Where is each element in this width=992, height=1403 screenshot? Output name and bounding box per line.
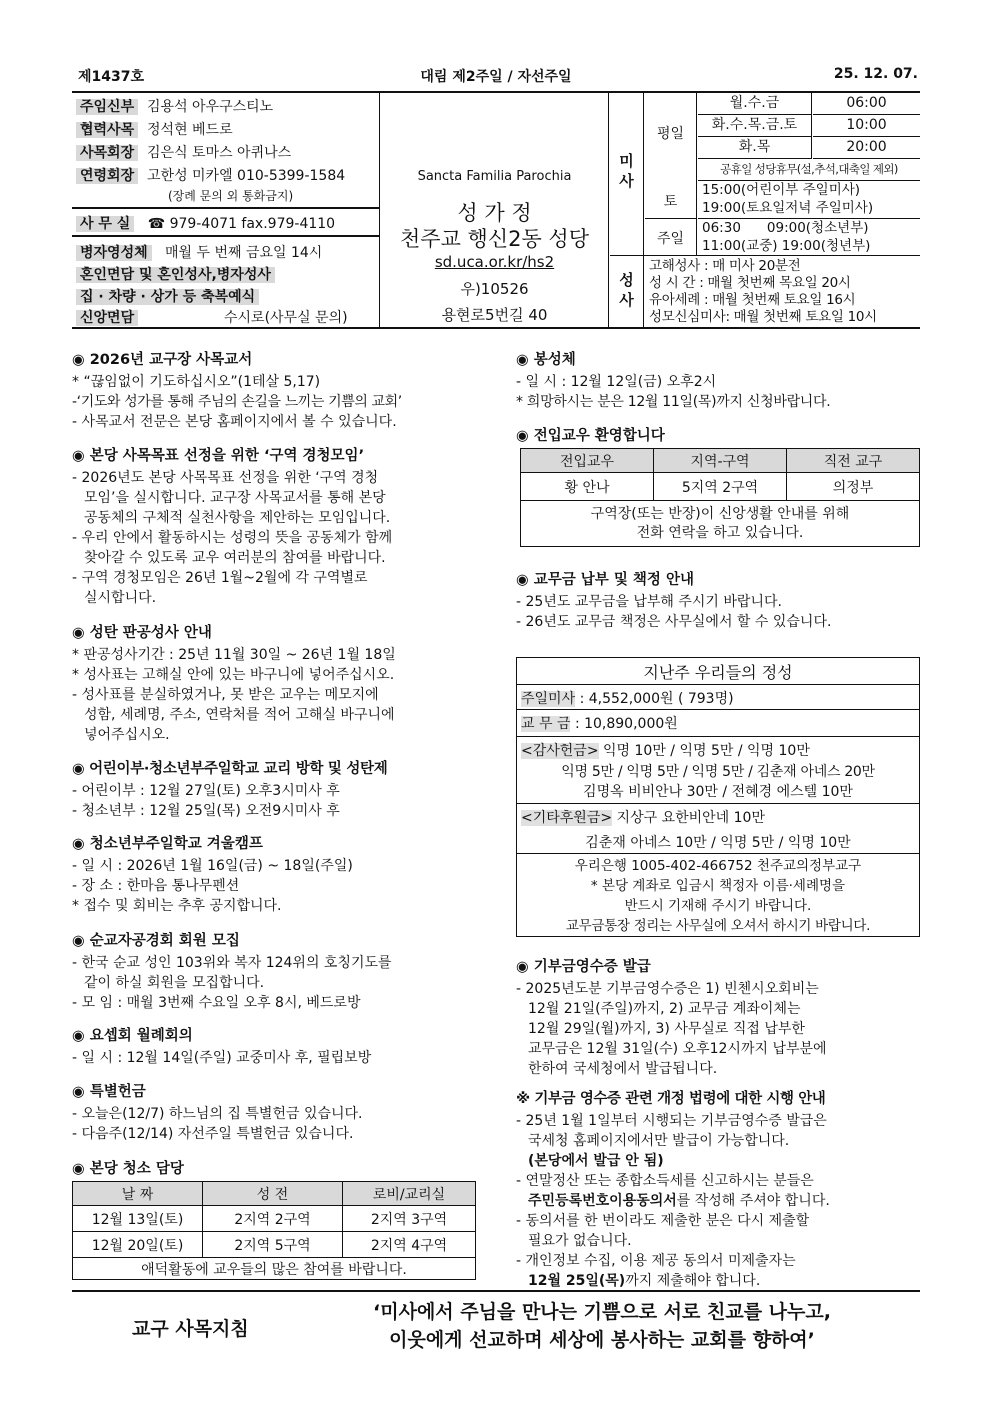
notice-line: 성함, 세례명, 주소, 연락처를 적어 고해실 바구니에	[84, 707, 395, 723]
col-lobby: 로비/교리실	[343, 1182, 476, 1206]
cell-sanctuary: 2지역 2구역	[203, 1206, 343, 1232]
sacrament-side-label: 성 사	[610, 256, 644, 327]
notice-donation-receipt	[516, 955, 920, 1079]
weekday-days-3: 화.목	[698, 137, 812, 159]
church-name: 천주교 행신2동 성당	[400, 227, 589, 251]
section-title: ◉ 교무금 납부 및 책정 안내	[516, 572, 694, 588]
notice-line: - 일 시 : 12월 14일(주일) 교중미사 후, 필립보방	[72, 1050, 372, 1066]
bank-note: * 본당 계좌로 입금시 책정자 이름·세례명을	[590, 878, 846, 894]
col-date: 날 짜	[73, 1182, 203, 1206]
notice-line: 모임’을 실시합니다. 교구장 사목교서를 통해 본당	[84, 490, 386, 506]
sacrament-schedule	[649, 258, 919, 326]
notice-line: - 2025년도분 기부금영수증은 1) 빈첸시오회비는	[516, 981, 819, 997]
section-title: ※ 기부금 영수증 관련 개정 법령에 대한 시행 안내	[516, 1091, 826, 1107]
notice-home-communion	[516, 348, 920, 412]
pastor-label: 주임신부	[76, 99, 138, 115]
saturday-time-2: 19:00(토요일저녁 주일미사)	[702, 200, 874, 216]
weekday-time-1: 06:00	[813, 93, 920, 115]
mass-side-label: 미 사	[610, 93, 644, 255]
notice-line: - 일 시 : 2026년 1월 16일(금) ~ 18일(주일)	[72, 858, 353, 874]
guideline-text	[292, 1298, 912, 1354]
notice-line: - 장 소 : 한마음 통나무펜션	[72, 878, 240, 894]
thanks-offering-line: 익명 10만 / 익명 5만 / 익명 10만	[598, 743, 810, 759]
council-label: 사목회장	[76, 145, 138, 161]
weekday-label: 평일	[645, 93, 697, 181]
table-row	[73, 1232, 476, 1258]
section-title: ◉ 어린이부·청소년부주일학교 교리 방학 및 성탄제	[72, 761, 388, 777]
col-district: 지역-구역	[654, 449, 787, 473]
faith-counsel-label: 신앙면담	[76, 310, 138, 326]
issue-number: 제1437호	[78, 69, 145, 85]
weekday-days-2: 화.수.목.금.토	[698, 115, 812, 137]
latin-name: Sancta Familia Parochia	[417, 169, 572, 184]
notice-dues	[516, 568, 920, 632]
funeral-note: (장례 문의 외 통화금지)	[168, 189, 294, 203]
col-sanctuary: 성 전	[203, 1182, 343, 1206]
newcomer-note	[521, 501, 920, 547]
notice-line: 교무금은 12월 31일(수) 오후12시까지 납부분에	[528, 1041, 827, 1057]
notice-special-collection	[72, 1080, 482, 1144]
assistant-label: 협력사목	[76, 122, 138, 138]
parish-staff	[72, 93, 380, 327]
other-donation-line: 김춘재 아네스 10만 / 익명 5만 / 익명 10만	[585, 835, 851, 851]
mass-schedule	[610, 93, 920, 327]
notice-line	[516, 1191, 920, 1211]
cleaning-note: 애덕활동에 교우들의 많은 참여를 바랍니다.	[73, 1258, 476, 1280]
newcomer-note-line: 구역장(또는 반장)이 신앙생활 안내를 위해	[590, 505, 850, 522]
confession-time: 고해성사 : 매 미사 20분전	[649, 258, 801, 274]
notice-line: - 한국 순교 성인 103위와 복자 124위의 호칭기도를	[72, 955, 392, 971]
newcomer-note-line: 전화 연락을 하고 있습니다.	[636, 524, 804, 541]
cell-date: 12월 20일(토)	[73, 1232, 203, 1258]
cell-date: 12월 13일(토)	[73, 1206, 203, 1232]
offering-box	[516, 657, 920, 937]
weekday-time-3: 20:00	[813, 137, 920, 159]
cleaning-table	[72, 1181, 476, 1280]
blessing-label: 집 · 차량 · 상가 등 축복예식	[76, 289, 259, 305]
notice-line: - 26년도 교무금 책정은 사무실에서 할 수 있습니다.	[516, 614, 832, 630]
notice-line: * 판공성사기간 : 25년 11월 30일 ~ 26년 1월 18일	[72, 647, 396, 663]
section-title: ◉ 청소년부주일학교 겨울캠프	[72, 836, 263, 852]
dues-total-value: : 10,890,000원	[574, 716, 678, 732]
notice-line: 실시합니다.	[84, 590, 157, 606]
notice-line: - 2026년도 본당 사목목표 선정을 위한 ‘구역 경청	[72, 470, 379, 486]
bank-info	[517, 856, 919, 936]
bank-account: 우리은행 1005-402-466752 천주교의정부교구	[574, 858, 862, 874]
funeral-contact: 고한성 미카엘 010-5399-1584	[147, 168, 346, 184]
section-title: ◉ 성탄 판공성사 안내	[72, 625, 212, 641]
guideline-line: ‘미사에서 주님을 만나는 기쁨으로 서로 친교를 나누고,	[373, 1301, 831, 1323]
diocese-guideline	[72, 1292, 920, 1362]
notice-joseph-meeting	[72, 1024, 482, 1068]
cell-newcomer: 황 안나	[521, 473, 654, 501]
notice-line: - 사목교서 전문은 본당 홈페이지에서 볼 수 있습니다.	[72, 414, 397, 430]
notice-line: - 모 임 : 매월 3번째 수요일 오후 8시, 베드로방	[72, 995, 361, 1011]
dues-total-label: 교 무 금	[521, 716, 571, 732]
deadline-date: 12월 25일(목)	[528, 1273, 626, 1289]
council-name: 김은식 토마스 아퀴나스	[147, 145, 292, 161]
office-phone: ☎ 979-4071 fax.979-4110	[147, 216, 336, 232]
col-newcomer: 전입교우	[521, 449, 654, 473]
notice-martyrs-society	[72, 929, 482, 1013]
notice-line-text: 까지 제출해야 합니다.	[625, 1273, 761, 1289]
section-title: ◉ 봉성체	[516, 352, 576, 368]
assistant-name: 정석현 베드로	[147, 122, 233, 138]
bank-note: 교무금통장 정리는 사무실에 오셔서 하시기 바랍니다.	[565, 918, 871, 934]
notice-line: - 일 시 : 12월 12일(금) 오후2시	[516, 374, 717, 390]
notice-line: - 25년도 교무금을 납부해 주시기 바랍니다.	[516, 594, 782, 610]
notice-line: 공동체의 구체적 실천사항을 제안하는 모임입니다.	[84, 510, 391, 526]
section-title: ◉ 순교자공경회 회원 모집	[72, 933, 240, 949]
saturday-times	[702, 181, 918, 219]
homepage-link[interactable]: sd.uca.or.kr/hs2	[434, 253, 555, 271]
table-row	[73, 1206, 476, 1232]
sick-communion-value: 매월 두 번째 금요일 14시	[164, 245, 323, 261]
notice-line: - 성사표를 분실하였거나, 못 받은 교우는 메모지에	[72, 687, 379, 703]
notice-listening-meeting	[72, 444, 482, 608]
notice-line: - 동의서를 한 번이라도 제출한 분은 다시 제출할	[516, 1213, 810, 1229]
offering-title: 지난주 우리들의 정성	[643, 663, 793, 682]
notice-sunday-school-break	[72, 757, 482, 821]
notice-line: - 구역 경청모임은 26년 1월~2월에 각 구역별로	[72, 570, 368, 586]
notice-receipt-law	[516, 1087, 920, 1291]
notice-line: * “끊임없이 기도하십시오”(1테살 5,17)	[72, 374, 321, 390]
notice-line: * 희망하시는 분은 12월 11일(목)까지 신청바랍니다.	[516, 394, 831, 410]
notice-line: - 25년 1월 1일부터 시행되는 기부금영수증 발급은	[516, 1113, 827, 1129]
funeral-label: 연령회장	[76, 168, 138, 184]
pastor-name: 김용석 아우구스티노	[147, 99, 274, 115]
notice-line: - 다음주(12/14) 자선주일 특별헌금 있습니다.	[72, 1126, 354, 1142]
parish-name: 성 가 정	[457, 201, 532, 225]
sunday-offering-value: : 4,552,000원 ( 793명)	[579, 691, 734, 707]
notice-line: - 어린이부 : 12월 27일(토) 오후3시미사 후	[72, 783, 340, 799]
notice-line: 12월 21일(주일)까지, 2) 교무금 계좌이체는	[528, 1001, 801, 1017]
notice-winter-camp	[72, 832, 482, 916]
sick-communion-label: 병자영성체	[76, 245, 152, 261]
guideline-label: 교구 사목지침	[132, 1318, 249, 1340]
newcomer-table	[520, 448, 920, 547]
notice-line: - 연말정산 또는 종합소득세를 신고하시는 분들은	[516, 1173, 814, 1189]
cell-lobby: 2지역 3구역	[343, 1206, 476, 1232]
notice-line: 한하여 국세청에서 발급됩니다.	[528, 1061, 718, 1077]
notice-line: - 개인정보 수집, 이용 제공 동의서 미제출자는	[516, 1253, 796, 1269]
infant-baptism-time: 유아세례 : 매월 첫번째 토요일 16시	[649, 292, 856, 308]
issue-topbar	[72, 62, 920, 88]
sunday-label: 주일	[645, 219, 697, 255]
marriage-label: 혼인면담 및 혼인성사,병자성사	[76, 267, 275, 283]
notice-line: * 성사표는 고해실 안에 있는 바구니에 넣어주십시오.	[72, 667, 395, 683]
sunday-offering-label: 주일미사	[521, 691, 576, 707]
notice-line: - 청소년부 : 12월 25일(목) 오전9시미사 후	[72, 803, 340, 819]
weekday-time-2: 10:00	[813, 115, 920, 137]
section-title: ◉ 요셉회 월례회의	[72, 1028, 193, 1044]
thanks-offering-label: <감사헌금>	[521, 743, 599, 759]
postal-code: 우)10526	[460, 280, 529, 298]
cell-lobby: 2지역 4구역	[343, 1232, 476, 1258]
address: 용현로5번길 40	[441, 306, 548, 324]
parish-header	[72, 91, 920, 329]
notice-line: - 오늘은(12/7) 하느님의 집 특별헌금 있습니다.	[72, 1106, 363, 1122]
sunday-times	[702, 219, 918, 255]
saturday-time-1: 15:00(어린이부 주일미사)	[702, 182, 861, 198]
sunday-time-early: 06:30	[702, 220, 741, 236]
cell-sanctuary: 2지역 5구역	[203, 1232, 343, 1258]
marian-mass-time: 성모신심미사: 매월 첫번째 토요일 10시	[649, 309, 877, 325]
thanks-offering-line: 익명 5만 / 익명 5만 / 익명 5만 / 김춘재 아네스 20만	[561, 764, 875, 780]
notice-line: 넣어주십시오.	[84, 727, 170, 743]
saturday-label: 토	[645, 181, 697, 219]
notice-line: 찾아갈 수 있도록 교우 여러분의 참여를 바랍니다.	[84, 550, 386, 566]
cell-district: 5지역 2구역	[654, 473, 787, 501]
notice-line: - 우리 안에서 활동하시는 성령의 뜻을 공동체가 함께	[72, 530, 393, 546]
thanks-offering-line: 김명옥 비비안나 30만 / 전혜경 에스텔 10만	[583, 784, 853, 800]
office-label: 사 무 실	[76, 216, 134, 232]
notice-line-text: 를 작성해 주셔야 합니다.	[676, 1193, 830, 1209]
section-title: ◉ 특별헌금	[72, 1084, 146, 1100]
notice-line: (본당에서 발급 안 됨)	[528, 1153, 664, 1169]
notice-welcome-newcomers	[516, 424, 920, 547]
issue-date: 25. 12. 07.	[833, 66, 918, 82]
cleaning-schedule	[72, 1157, 476, 1280]
notice-line: 필요가 없습니다.	[528, 1233, 632, 1249]
other-donation-line: 지상구 요한비안네 10만	[612, 810, 765, 826]
faith-counsel-value: 수시로(사무실 문의)	[224, 310, 348, 326]
notice-line: 같이 하실 회원을 모집합니다.	[84, 975, 265, 991]
sunday-time-youth: 09:00(청소년부)	[766, 220, 869, 236]
other-donation-label: <기타후원금>	[521, 810, 613, 826]
notice-line: * 접수 및 회비는 추후 공지합니다.	[72, 898, 282, 914]
section-title: ◉ 본당 사목목표 선정을 위한 ‘구역 경청모임’	[72, 448, 365, 464]
notice-line: -‘기도와 성가를 통해 주님의 손길을 느끼는 기쁨의 교회’	[72, 394, 402, 410]
bank-note: 반드시 기재해 주시기 바랍니다.	[624, 898, 812, 914]
weekday-days-1: 월.수.금	[698, 93, 812, 115]
cell-prev-diocese: 의정부	[787, 473, 920, 501]
section-title: ◉ 본당 청소 담당	[72, 1161, 184, 1177]
guideline-line: 이웃에게 선교하며 세상에 봉사하는 교회를 향하여’	[389, 1329, 815, 1351]
notice-pastoral-letter	[72, 348, 482, 432]
holiday-note: 공휴일 성당휴무(설,추석,대축일 제외)	[698, 159, 920, 181]
notice-christmas-confession	[72, 621, 482, 745]
notice-line: 12월 29일(월)까지, 3) 사무실로 직접 납부한	[528, 1021, 805, 1037]
section-title: ◉ 기부금영수증 발급	[516, 959, 651, 975]
section-title: ◉ 전입교우 환영합니다	[516, 428, 665, 444]
section-title: ◉ 2026년 교구장 사목교서	[72, 352, 253, 368]
notice-line: 국세청 홈페이지에서만 발급이 가능합니다.	[528, 1133, 790, 1149]
table-row	[521, 473, 920, 501]
holy-hour-time: 성 시 간 : 매월 첫번째 목요일 20시	[649, 275, 851, 291]
notice-line	[516, 1271, 920, 1291]
consent-form-name: 주민등록번호이용동의서	[528, 1193, 677, 1209]
parish-identity	[381, 93, 609, 327]
sunday-time-main: 11:00(교중) 19:00(청년부)	[702, 238, 871, 254]
col-prev-diocese: 직전 교구	[787, 449, 920, 473]
liturgical-title: 대림 제2주일 / 자선주일	[420, 69, 572, 85]
